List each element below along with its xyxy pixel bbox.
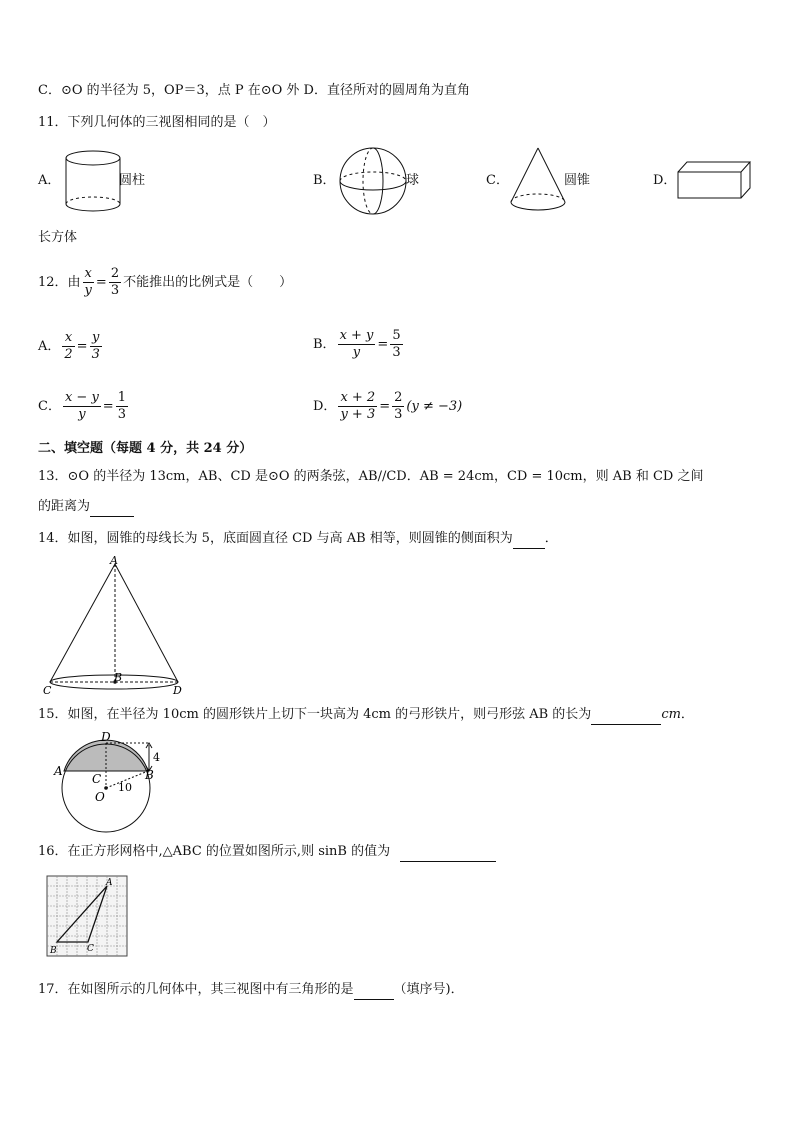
q14-label-b: B	[114, 671, 123, 684]
q13-line1: 13．⊙O 的半径为 13cm，AB、CD 是⊙O 的两条弦，AB//CD．AB = 24cm，CD = 10cm，则 AB 和 CD 之间	[38, 469, 704, 484]
q17-answer-blank	[354, 981, 394, 1000]
q12-a-left	[62, 330, 74, 363]
q12-c-eq: =	[102, 398, 114, 414]
q16-text: 16．在正方形网格中,△ABC 的位置如图所示,则 sinB 的值为	[38, 844, 391, 859]
q12-c-rnum: 1	[117, 390, 126, 405]
q12-b-lnum: x + y	[339, 328, 374, 343]
q12-d-rnum: 2	[394, 390, 403, 405]
q15-unit: cm	[661, 707, 681, 722]
q15-label-o: O	[95, 790, 105, 804]
q12-a-eq: =	[76, 338, 88, 354]
q15-stem	[38, 706, 694, 725]
q12-c-lnum: x − y	[64, 390, 99, 405]
q16-answer-blank	[400, 843, 496, 862]
cuboid-figure	[675, 158, 755, 202]
q12-d-condition: (y ≠ −3)	[406, 398, 463, 414]
cylinder-figure	[60, 146, 126, 216]
q16-label-c: C	[87, 944, 94, 954]
cone-figure	[506, 144, 570, 218]
q17-text: 17．在如图所示的几何体中，其三视图中有三角形的是	[38, 982, 354, 997]
q12-d-right	[392, 390, 404, 423]
q12-d-eq: =	[379, 398, 391, 414]
q11-b-label: 球	[406, 173, 420, 188]
q12-c-prefix: C．	[38, 398, 61, 414]
q15-label-a: A	[54, 764, 63, 778]
q17-stem	[38, 981, 464, 1000]
q12-option-a	[38, 330, 104, 363]
q13-line2	[38, 498, 134, 517]
q14-text: 14．如图，圆锥的母线长为 5，底面圆直径 CD 与高 AB 相等，则圆锥的侧面积为	[38, 531, 513, 546]
q11-c-label: 圆锥	[564, 173, 591, 188]
section-2-title: 二、填空题（每题 4 分，共 24 分）	[38, 441, 253, 456]
q12-stem-pre: 12．由	[38, 274, 81, 290]
q12-option-d	[313, 390, 462, 423]
q15-circle-figure	[52, 727, 176, 835]
q12-d-lnum: x + 2	[338, 390, 377, 407]
q14-stem	[38, 530, 558, 549]
q12-c-right	[116, 390, 128, 423]
q12-b-right	[390, 328, 402, 361]
q15-label-height: 4	[153, 751, 160, 764]
q12-a-lden: 2	[64, 347, 73, 362]
q11-stem: 11．下列几何体的三视图相同的是（ ）	[38, 115, 276, 130]
q11-d-prefix: D．	[653, 173, 677, 188]
q15-label-radius: 10	[118, 781, 132, 794]
q14-cone-figure	[38, 554, 188, 698]
q12-a-rnum: y	[90, 330, 102, 347]
q12-d-rden: 3	[394, 407, 403, 422]
q11-a-prefix: A．	[38, 173, 61, 188]
q12-c-rden: 3	[117, 407, 126, 422]
q12-stem	[38, 266, 292, 299]
q12-c-left	[63, 390, 101, 423]
q12-stem-post: 不能推出的比例式是（ ）	[123, 274, 293, 290]
q12-given-num: x	[83, 266, 94, 283]
q12-a-lnum: x	[62, 330, 74, 347]
q12-given-den: y	[84, 283, 92, 298]
q16-grid-figure	[44, 873, 130, 959]
q12-d-left	[338, 390, 377, 423]
q12-option-c	[38, 390, 130, 423]
q15-label-b: B	[145, 768, 154, 782]
q12-given-right	[109, 266, 121, 299]
q11-b-prefix: B．	[313, 173, 336, 188]
q14-answer-blank	[513, 530, 545, 549]
q14-end: ．	[544, 531, 558, 546]
q15-label-d: D	[101, 730, 111, 744]
q12-b-rnum: 5	[392, 328, 401, 343]
q12-b-eq: =	[377, 336, 389, 352]
q12-d-lden: y + 3	[340, 407, 376, 422]
q12-given-eq: =	[95, 274, 107, 290]
q11-c-prefix: C．	[486, 173, 509, 188]
q16-label-a: A	[106, 878, 113, 888]
q12-given-rnum: 2	[110, 266, 120, 281]
q15-end: ．	[680, 707, 694, 722]
q15-answer-blank	[591, 706, 661, 725]
q11-d-label: 长方体	[38, 230, 78, 245]
q12-b-left	[338, 328, 376, 361]
q13-line2-text: 的距离为	[38, 499, 91, 514]
q11-a-label: 圆柱	[119, 173, 146, 188]
q15-text: 15．如图，在半径为 10cm 的圆形铁片上切下一块高为 4cm 的弓形铁片，则弓形弦 AB 的长为	[38, 707, 592, 722]
q16-label-b: B	[50, 946, 57, 956]
q12-b-prefix: B．	[313, 336, 336, 352]
q13-answer-blank	[90, 498, 134, 517]
q10-options-line: C．⊙O 的半径为 5，OP＝3，点 P 在⊙O 外 D．直径所对的圆周角为直角	[38, 83, 470, 98]
q14-label-d: D	[173, 684, 182, 697]
q12-a-right	[90, 330, 102, 363]
q12-given-rden: 3	[110, 283, 120, 298]
sphere-figure	[336, 144, 412, 218]
q14-label-c: C	[43, 684, 52, 697]
q17-end: （填序号)．	[393, 982, 464, 997]
q16-stem	[38, 843, 496, 862]
q14-label-a: A	[110, 554, 118, 567]
q12-a-rden: 3	[91, 347, 100, 362]
q12-a-prefix: A．	[38, 338, 61, 354]
q12-b-rden: 3	[392, 345, 401, 360]
q15-label-c: C	[92, 772, 102, 786]
q12-option-b	[313, 328, 405, 361]
q12-d-prefix: D．	[313, 398, 337, 414]
q12-b-lden: y	[352, 345, 361, 360]
q12-c-lden: y	[78, 407, 86, 422]
q12-given-left	[83, 266, 94, 299]
